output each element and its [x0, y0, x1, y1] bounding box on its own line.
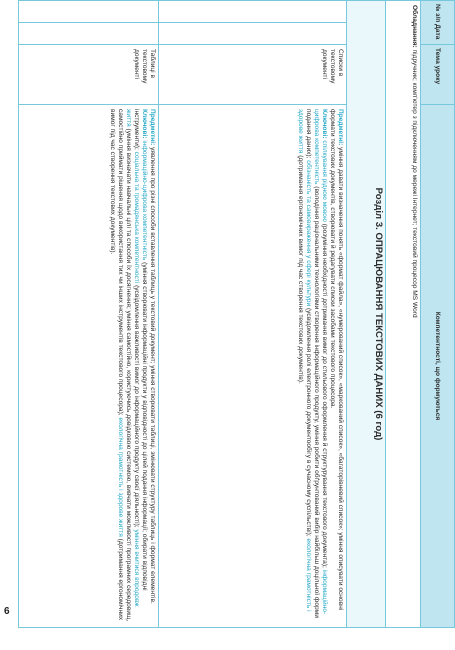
key-competency-text: (дотримання ергономічних вимог під час створення текстових документів). — [297, 153, 305, 384]
key-competency-text: (володіння раціональними технологіями створення інформаційного продукту, уміння робити обґрунтований вибір найбільш доцільної форми подання даних); — [305, 109, 320, 618]
table-header-row — [420, 1, 454, 628]
header-num-date: № з/п Дата — [420, 1, 454, 45]
num-cell — [158, 1, 346, 23]
subject-text: уміння давати визначення понять «формат файла», «нумерований список», «маркований список», «багаторівневий список»; уміння описувати основні формати текстових документів, створювати й редагувати списки засобами текстового процесора. — [328, 109, 344, 611]
competencies-cell — [19, 105, 159, 628]
table-row — [158, 1, 346, 628]
subject-label: Предметні: — [148, 109, 156, 146]
rotated-content — [18, 0, 455, 628]
section-title: Розділ 3. ОПРАЦЮВАННЯ ТЕКСТОВИХ ДАНИХ (6 год) — [346, 1, 386, 628]
table-row — [19, 1, 159, 628]
topic-cell: Списки в текстовому документі — [158, 45, 346, 105]
subject-text: уявлення про різні способи вставлення таблиць у текстовий документ; уміння створювати таблиці, змінювати структуру таблиць і формат елементів. — [148, 145, 156, 604]
key-competency-name: спілкування рідною мовою — [320, 140, 328, 222]
key-competency-text: (усвідомлення ролі електронного документообігу в сучасному суспільстві); — [305, 306, 313, 539]
key-text — [297, 109, 328, 618]
page-number: 6 — [4, 606, 10, 617]
key-label: Ключові: — [140, 109, 148, 139]
competencies-cell — [158, 105, 346, 628]
header-competencies: Компетентності, що формуються — [420, 105, 454, 628]
header-topic: Тема уроку — [420, 45, 454, 105]
section-row — [346, 1, 386, 628]
equipment-row — [386, 1, 420, 628]
key-competency-text: (уміння створювати інформаційні продукти у відповідності до цілей подання інформації; обирати відповідні інструменти); — [132, 109, 148, 591]
equipment-text: підручник; комп'ютер з підключенням до мережі Інтернет; текстовий процесор MS Word — [410, 47, 418, 318]
key-competency-name: обізнаність та самовираження у сфері культури — [305, 160, 313, 307]
topic-cell: Таблиці в текстовому документі — [19, 45, 159, 105]
date-cell — [158, 23, 346, 45]
key-competency-text: (дотримання ергономічних вимог під час створення текстових документів). — [109, 109, 125, 621]
key-competency-name: екологічна грамотність і здорове життя — [297, 109, 313, 612]
equipment-label: Обладнання: — [410, 5, 418, 48]
rotated-page-area — [18, 0, 455, 628]
key-competency-text: (уміння визначати навчальні цілі та способи їх досягнення; уміння самостійно, користуючись довідковою системою, вивчати можливості програмних середовищ, самостійно приймати рішення щодо використання тих чи інших інструментів текстового процесора); — [117, 109, 132, 622]
key-competency-name: уміння вчитися впродовж життя — [124, 109, 140, 607]
key-text — [109, 109, 148, 621]
equipment-cell — [386, 1, 420, 628]
key-competency-name: екологічна грамотність і здорове життя — [117, 417, 125, 537]
subject-label: Предметні: — [336, 109, 344, 146]
key-competency-name: інформаційно-цифрова компетентність — [312, 109, 328, 615]
key-competency-text: (розуміння необхідності дотримання вимог до стильового оформлення й структурування текстового документа); — [320, 221, 328, 570]
key-label: Ключові: — [320, 109, 328, 139]
lesson-plan-table — [18, 0, 455, 628]
key-competency-name: соціальна та громадянська компетентності — [132, 151, 140, 284]
key-competency-text: (усвідомлення важливості вимог до інформаційного продукту своєї діяльності); — [132, 283, 140, 530]
key-competency-name: інформаційно-цифрова компетентність — [140, 140, 148, 261]
num-cell — [19, 1, 159, 23]
date-cell — [19, 23, 159, 45]
